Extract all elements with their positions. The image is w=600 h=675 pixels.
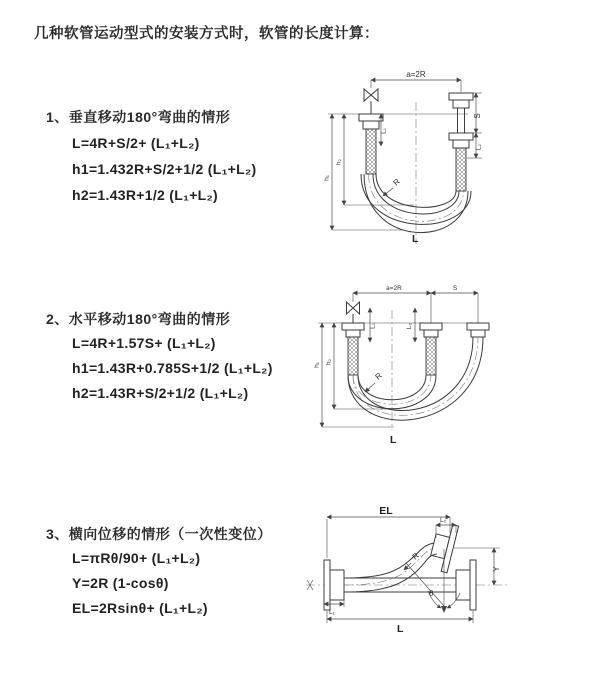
dim-label-el: EL <box>379 505 393 517</box>
dim-label-l2: L₂ <box>406 322 413 330</box>
valve-icon <box>347 293 360 323</box>
right-pipe-flange <box>467 323 489 337</box>
braided-hose-section <box>426 337 436 375</box>
section-1-heading: 1、垂直移动180°弯曲的情形 <box>46 109 231 125</box>
page-title: 几种软管运动型式的安装方式时，软管的长度计算： <box>34 26 379 42</box>
middle-pipe-flange <box>420 323 442 337</box>
dim-label-l: L <box>397 623 404 635</box>
valve-icon <box>364 89 378 114</box>
dim-label-l2: L₂ <box>475 143 483 151</box>
braided-hose-section <box>366 129 376 174</box>
formula-line: h1=1.43R+0.785S+1/2 (L₁+L₂) <box>72 360 273 376</box>
diagram-vertical-180-bend <box>316 66 596 261</box>
dim-label-s: S <box>473 113 482 119</box>
dim-label-h1: h₁ <box>313 362 321 368</box>
radius-label: R <box>391 176 402 188</box>
radius-label: R <box>410 550 421 562</box>
upper-flange <box>428 521 459 572</box>
angle-label: θ <box>429 589 434 598</box>
left-pipe-flange <box>359 114 383 129</box>
formula-line: h1=1.432R+S/2+1/2 (L₁+L₂) <box>72 161 257 177</box>
dim-label-l1: L₁ <box>380 128 388 134</box>
section-3-heading: 3、横向位移的情形（一次性变位） <box>46 526 272 542</box>
dim-label-h2: h₂ <box>335 158 343 166</box>
s-curve-hose <box>344 543 437 592</box>
dim-label-h1: h₁ <box>323 175 331 181</box>
braided-hose-section <box>456 148 466 191</box>
dim-label-l1: L₁ <box>369 323 377 329</box>
length-label: L <box>390 434 397 446</box>
formula-line: h2=1.43R+1/2 (L₁+L₂) <box>72 187 219 203</box>
dim-label-h2: h₂ <box>325 358 333 366</box>
length-label: L <box>412 233 419 245</box>
u-hose-position-2 <box>348 337 483 420</box>
dim-label-a2r: a=2R <box>406 70 426 79</box>
diagram-lateral-displacement <box>298 503 598 668</box>
dim-label-y: Y <box>492 566 501 572</box>
dim-label-a2r: a=2R <box>386 285 402 292</box>
left-pipe-flange <box>342 323 364 337</box>
left-flange <box>324 560 344 610</box>
dim-label-l2: L₂ <box>440 517 447 524</box>
formula-line: L=4R+S/2+ (L₁+L₂) <box>72 135 200 151</box>
formula-line: L=4R+1.57S+ (L₁+L₂) <box>72 335 216 351</box>
braided-hose-section <box>348 337 358 375</box>
section-2-heading: 2、水平移动180°弯曲的情形 <box>46 311 231 327</box>
formula-line: h2=1.43R+S/2+1/2 (L₁+L₂) <box>72 385 249 401</box>
diagram-horizontal-180-bend <box>308 280 593 455</box>
formula-line: Y=2R (1-cosθ) <box>72 575 169 591</box>
dim-label-l1: L₁ <box>329 609 335 616</box>
radius-label: R <box>373 370 384 382</box>
right-pipe-flanges <box>449 93 473 148</box>
dim-label-s: S <box>452 285 458 292</box>
formula-line: EL=2Rsinθ+ (L₁+L₂) <box>72 600 208 616</box>
right-flange <box>456 560 476 610</box>
formula-line: L=πRθ/90+ (L₁+L₂) <box>72 550 201 566</box>
